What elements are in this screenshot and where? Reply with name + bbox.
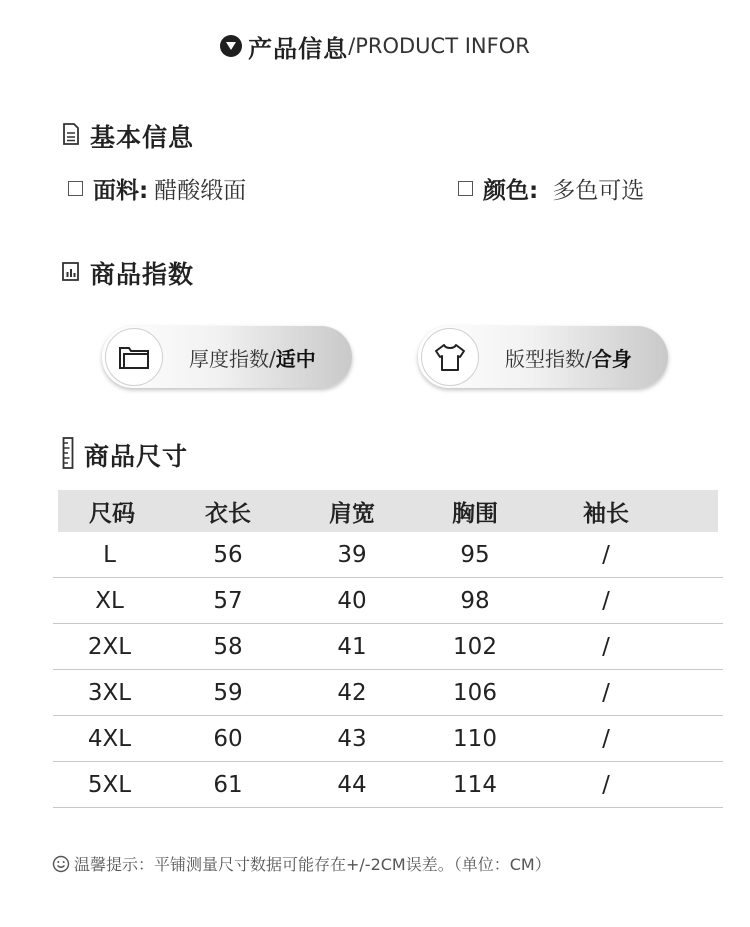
product-size-heading bbox=[62, 437, 188, 473]
size-cell: 4XL bbox=[87, 725, 132, 752]
product-index-title: 商品指数 bbox=[90, 260, 195, 289]
fabric-value: 醋酸缎面 bbox=[154, 178, 247, 204]
length-cell: 61 bbox=[213, 771, 243, 798]
column-header-chest: 胸围 bbox=[452, 500, 498, 527]
size-cell: 3XL bbox=[87, 679, 132, 706]
shoulder-cell: 40 bbox=[337, 587, 367, 614]
tshirt-icon bbox=[421, 328, 479, 386]
shoulder-cell: 44 bbox=[337, 771, 367, 798]
chest-cell: 106 bbox=[453, 679, 497, 706]
chest-cell: 95 bbox=[460, 541, 490, 568]
column-header-shoulder: 肩宽 bbox=[329, 500, 375, 527]
tip-text: 温馨提示：平铺测量尺寸数据可能存在+/-2CM误差。（单位：CM） bbox=[74, 855, 551, 874]
checkbox-icon bbox=[458, 181, 473, 196]
checkbox-icon bbox=[68, 181, 83, 196]
size-cell: XL bbox=[95, 587, 124, 614]
shoulder-cell: 39 bbox=[337, 541, 367, 568]
document-icon bbox=[62, 123, 80, 149]
sleeve-cell: / bbox=[602, 725, 610, 752]
product-size-title: 商品尺寸 bbox=[84, 442, 189, 471]
table-row bbox=[53, 578, 723, 624]
sleeve-cell: / bbox=[602, 679, 610, 706]
basic-info-heading bbox=[62, 118, 194, 154]
chest-cell: 114 bbox=[453, 771, 497, 798]
thickness-index-value: 适中 bbox=[275, 346, 316, 371]
product-index-heading bbox=[62, 255, 194, 291]
length-cell: 59 bbox=[213, 679, 243, 706]
chest-cell: 110 bbox=[453, 725, 497, 752]
shoulder-cell: 43 bbox=[337, 725, 367, 752]
color-value: 多色可选 bbox=[552, 178, 645, 204]
column-header-sleeve: 袖长 bbox=[583, 500, 629, 527]
length-cell: 60 bbox=[213, 725, 243, 752]
folder-icon bbox=[105, 328, 163, 386]
fit-index-value: 合身 bbox=[591, 346, 632, 371]
table-row bbox=[53, 624, 723, 670]
fit-index-pill bbox=[418, 326, 668, 388]
table-row bbox=[53, 670, 723, 716]
length-cell: 58 bbox=[213, 633, 243, 660]
fabric-label: 面料: bbox=[93, 178, 149, 204]
fit-index-label: 版型指数/ bbox=[505, 346, 592, 371]
table-row bbox=[53, 762, 723, 808]
sleeve-cell: / bbox=[602, 587, 610, 614]
size-cell: 2XL bbox=[87, 633, 132, 660]
color-label: 颜色: bbox=[483, 178, 539, 204]
header-title-cn: 产品信息 bbox=[248, 34, 349, 63]
thickness-index-pill bbox=[102, 326, 352, 388]
sleeve-cell: / bbox=[602, 633, 610, 660]
ruler-icon bbox=[62, 437, 74, 473]
shoulder-cell: 41 bbox=[337, 633, 367, 660]
header-title-en: /PRODUCT INFOR bbox=[348, 34, 530, 58]
shoulder-cell: 42 bbox=[337, 679, 367, 706]
table-body bbox=[53, 532, 723, 808]
thickness-index-label: 厚度指数/ bbox=[189, 346, 276, 371]
chart-icon bbox=[62, 261, 80, 285]
smiley-icon bbox=[52, 855, 70, 873]
chevron-down-circle-icon bbox=[220, 35, 242, 57]
size-table bbox=[58, 490, 718, 798]
fit-index-text bbox=[505, 343, 632, 372]
column-header-length: 衣长 bbox=[205, 500, 251, 527]
length-cell: 57 bbox=[213, 587, 243, 614]
length-cell: 56 bbox=[213, 541, 243, 568]
sleeve-cell: / bbox=[602, 541, 610, 568]
thickness-index-text bbox=[189, 343, 316, 372]
fabric-info bbox=[68, 172, 246, 205]
table-row bbox=[53, 716, 723, 762]
page-header bbox=[0, 26, 750, 66]
sleeve-cell: / bbox=[602, 771, 610, 798]
size-cell: L bbox=[103, 541, 116, 568]
basic-info-title: 基本信息 bbox=[90, 123, 195, 152]
color-info bbox=[458, 172, 644, 205]
column-header-size: 尺码 bbox=[89, 500, 135, 527]
chest-cell: 98 bbox=[460, 587, 490, 614]
size-cell: 5XL bbox=[87, 771, 132, 798]
table-header bbox=[58, 490, 718, 532]
table-row bbox=[53, 532, 723, 578]
measurement-tip bbox=[52, 852, 551, 875]
chest-cell: 102 bbox=[453, 633, 497, 660]
